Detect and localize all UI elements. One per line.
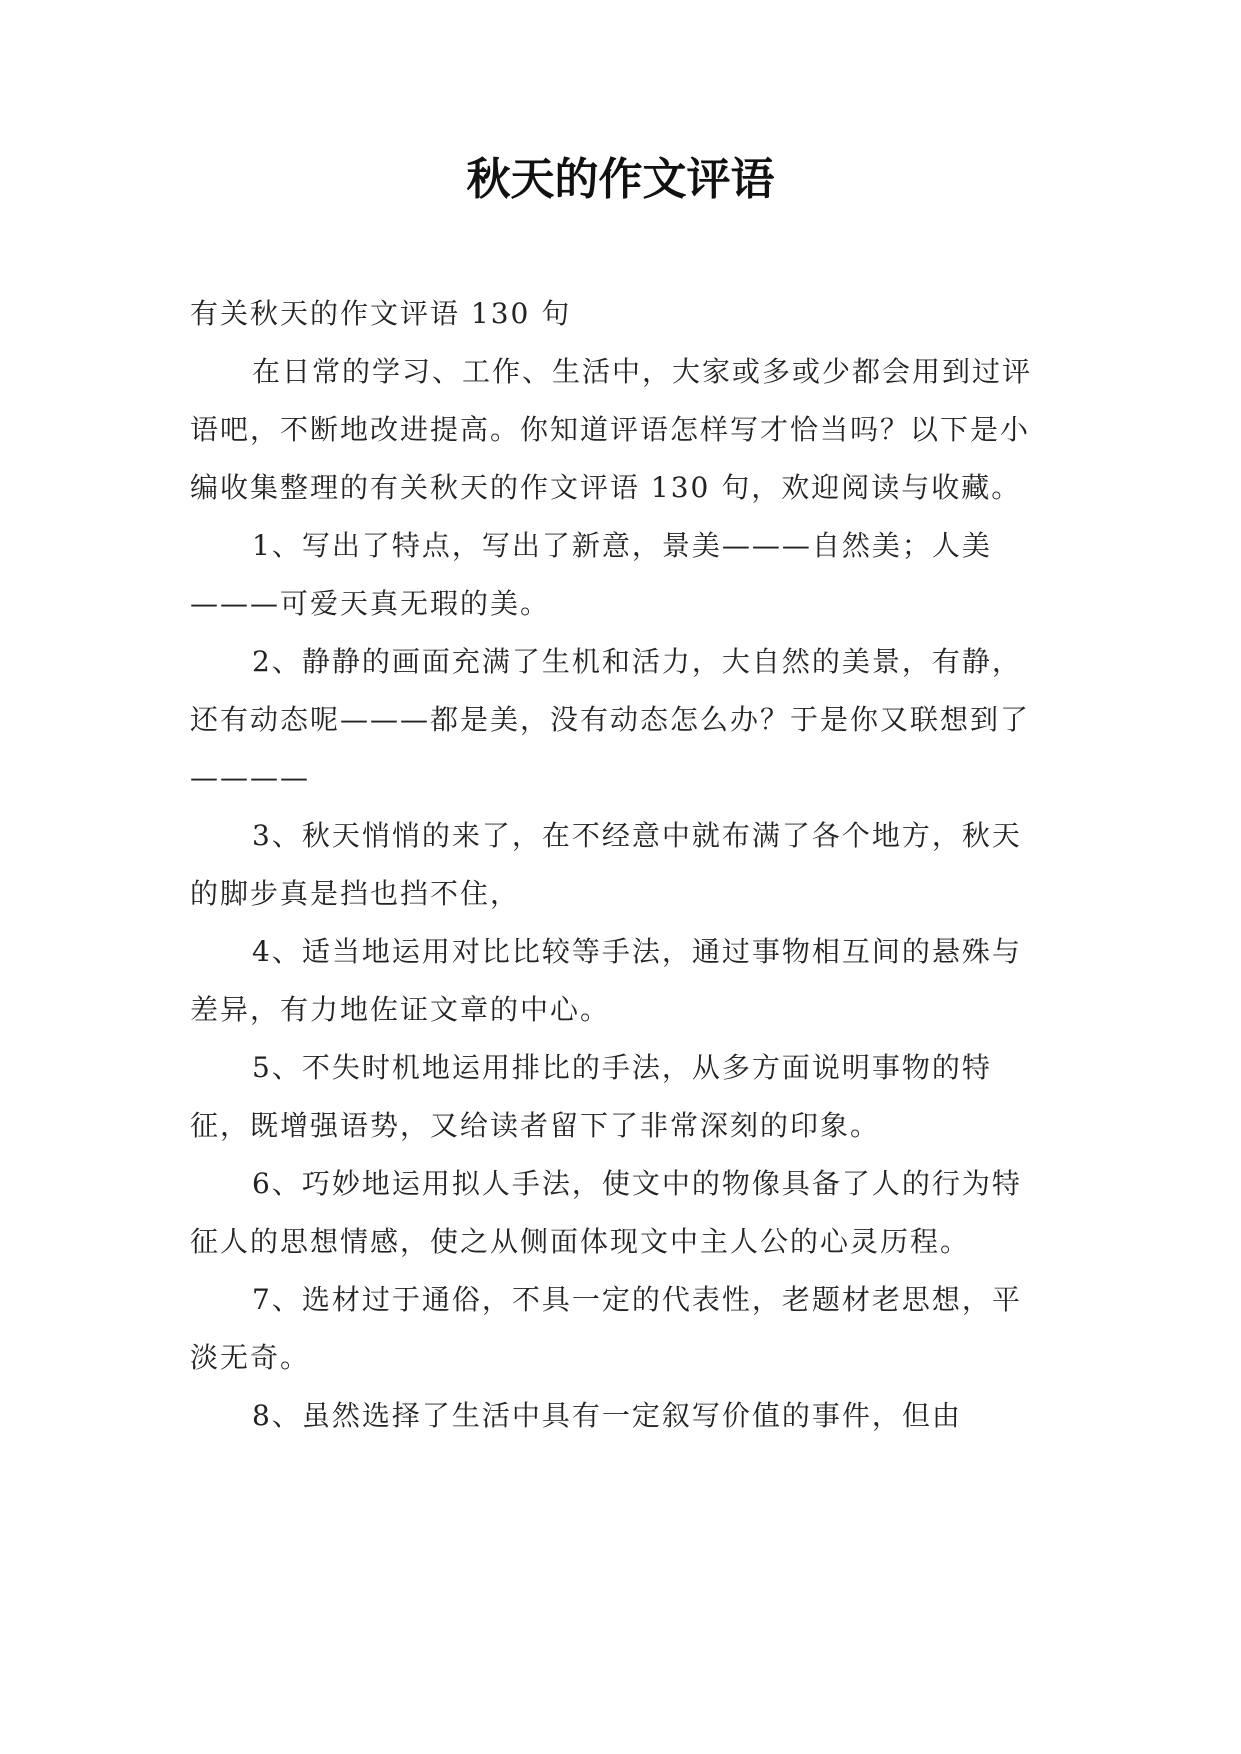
paragraph-item-6: 6、巧妙地运用拟人手法，使文中的物像具备了人的行为特征人的思想情感，使之从侧面体现文中主人公的心灵历程。: [190, 1167, 1022, 1258]
paragraph-intro: 在日常的学习、工作、生活中，大家或多或少都会用到过评语吧，不断地改进提高。你知道评语怎样写才恰当吗？以下是小编收集整理的有关秋天的作文评语 130 句，欢迎阅读与收藏。: [190, 355, 1033, 504]
paragraph-item-8: 8、虽然选择了生活中具有一定叙写价值的事件，但由: [252, 1399, 962, 1432]
paragraph-item-5: 5、不失时机地运用排比的手法，从多方面说明事物的特征，既增强语势，又给读者留下了非常深刻的印象。: [190, 1051, 992, 1142]
document-body: [190, 285, 1050, 1445]
paragraph-item-4: 4、适当地运用对比比较等手法，通过事物相互间的悬殊与差异，有力地佐证文章的中心。: [190, 935, 1022, 1026]
paragraph-item-1: 1、写出了特点，写出了新意，景美———自然美；人美———可爱天真无瑕的美。: [190, 529, 992, 620]
paragraph-item-7: 7、选材过于通俗，不具一定的代表性，老题材老思想，平淡无奇。: [190, 1283, 1022, 1374]
paragraph-item-3: 3、秋天悄悄的来了，在不经意中就布满了各个地方，秋天的脚步真是挡也挡不住，: [190, 819, 1022, 910]
paragraph-item-2: 2、静静的画面充满了生机和活力，大自然的美景，有静，还有动态呢———都是美，没有动态怎么办？于是你又联想到了————: [190, 645, 1031, 794]
document-subtitle: 有关秋天的作文评语 130 句: [190, 297, 572, 330]
document-title: 秋天的作文评语: [466, 154, 775, 205]
